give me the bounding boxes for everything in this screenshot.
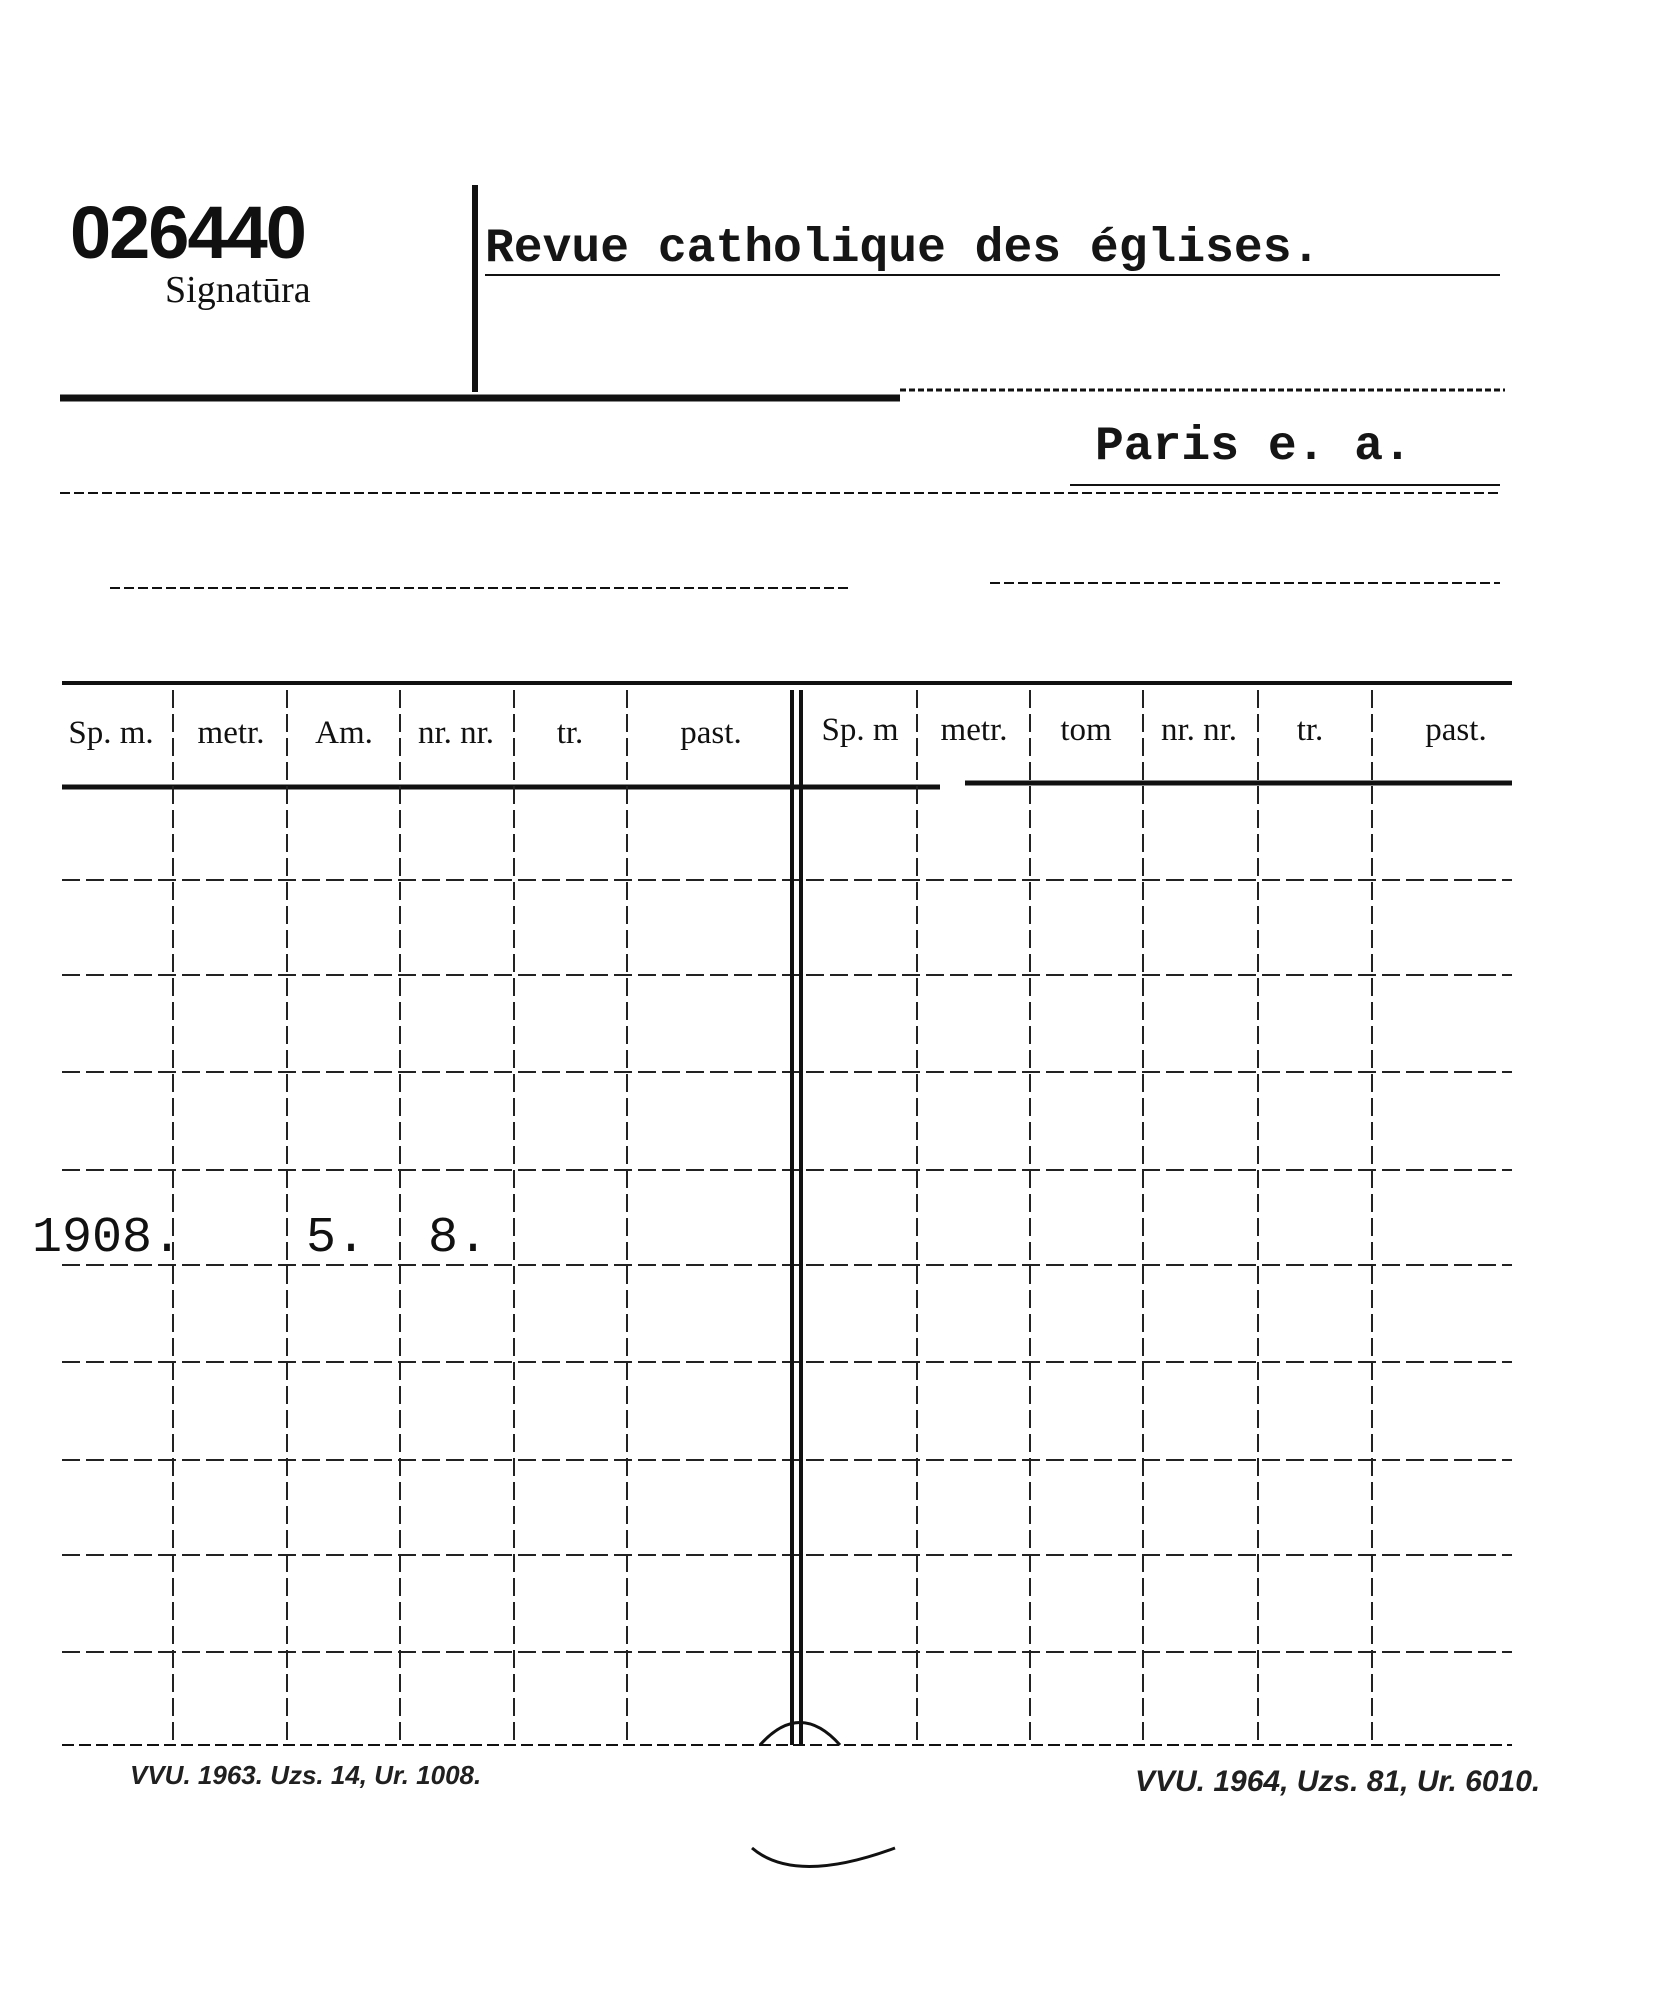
signature-number: 026440 <box>70 191 305 274</box>
entry-year: 1908. <box>32 1210 183 1267</box>
left-header-metr: metr. <box>197 715 265 751</box>
entry-number: 8. <box>428 1210 489 1267</box>
left-header-nr-nr: nr. nr. <box>417 715 495 751</box>
left-header-am: Am. <box>315 715 373 751</box>
signature-label: Signatūra <box>165 269 311 311</box>
right-header-sp-m: Sp. m <box>821 712 899 748</box>
footer-note-right: VVU. 1964, Uzs. 81, Ur. 6010. <box>1135 1765 1541 1798</box>
right-header-tr: tr. <box>1296 712 1324 748</box>
right-header-nr-nr: nr. nr. <box>1160 712 1238 748</box>
publication-place: Paris e. a. <box>1095 420 1412 474</box>
right-header-metr: metr. <box>940 712 1008 748</box>
right-header-tom: tom <box>1060 712 1112 748</box>
entry-volume: 5. <box>306 1210 367 1267</box>
left-header-past: past. <box>680 715 742 751</box>
footer-note-left: VVU. 1963. Uzs. 14, Ur. 1008. <box>130 1760 482 1790</box>
right-header-past: past. <box>1425 712 1487 748</box>
left-header-tr: tr. <box>556 715 584 751</box>
left-header-sp-m: Sp. m. <box>68 715 154 751</box>
publication-title: Revue catholique des églises. <box>485 222 1321 276</box>
